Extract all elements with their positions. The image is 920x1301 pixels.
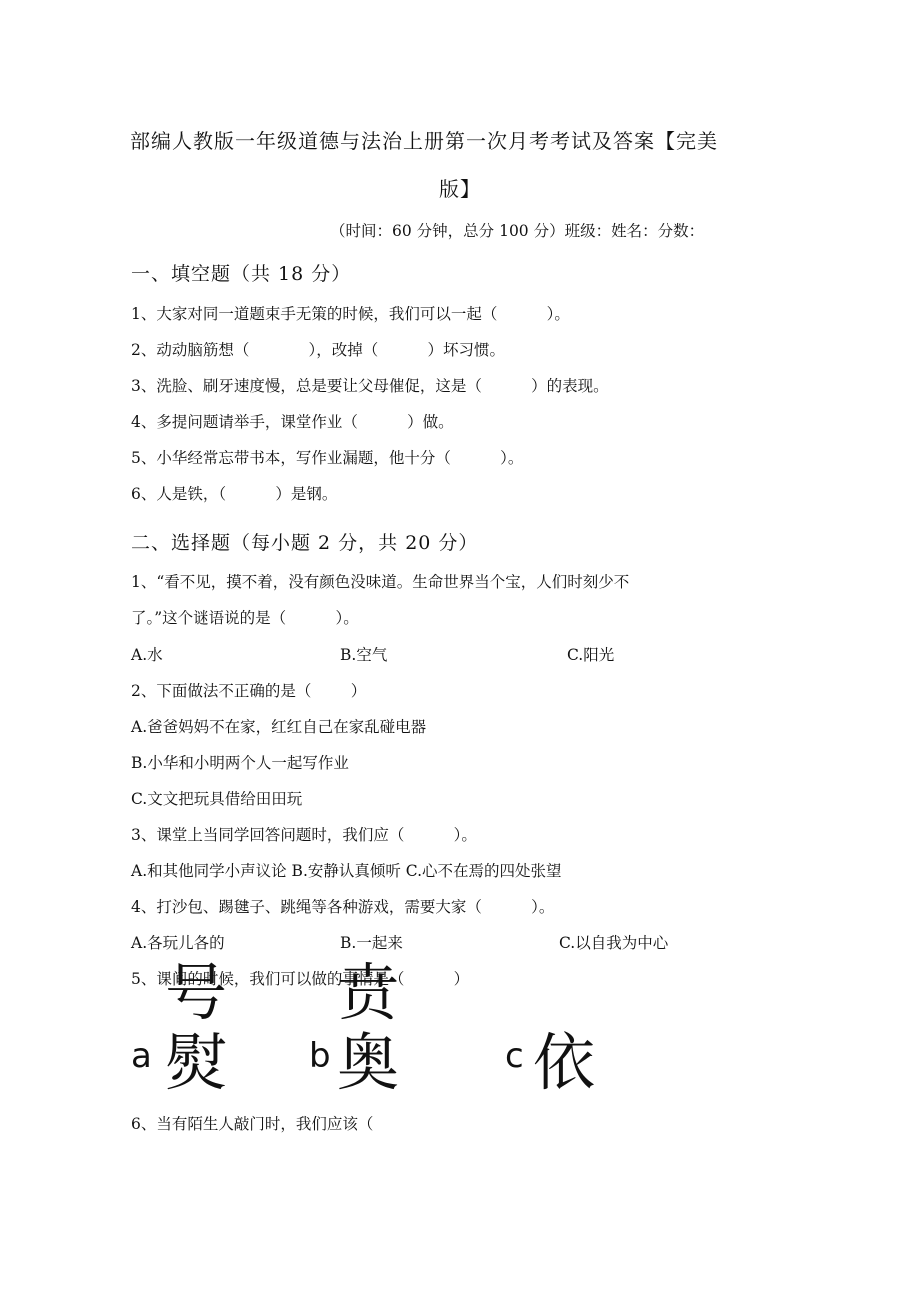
option-2-4-a: A.各玩儿各的 <box>131 934 225 952</box>
option-2-5-a-text: 号熨 <box>165 956 228 1099</box>
option-2-2-c: C.文文把玩具借给田田玩 <box>131 790 303 808</box>
option-2-5-a-letter: a <box>131 1036 152 1076</box>
section-heading-fill-blank: 一、填空题（共 18 分） <box>131 263 352 285</box>
option-2-4-b: B.一起来 <box>340 934 403 952</box>
question-1-2: 2、动动脑筋想（ ），改掉（ ）坏习惯。 <box>131 341 506 359</box>
question-2-1-line1: 1、“看不见，摸不着，没有颜色没味道。生命世界当个宝，人们时刻少不 <box>131 573 630 591</box>
document-title-line2: 版】 <box>439 177 481 201</box>
question-1-5: 5、小华经常忘带书本，写作业漏题，他十分（ ）。 <box>131 449 524 467</box>
option-2-2-a: A.爸爸妈妈不在家，红红自己在家乱碰电器 <box>131 718 427 736</box>
option-2-2-b: B.小华和小明两个人一起写作业 <box>131 754 349 772</box>
question-1-3: 3、洗脸、刷牙速度慢，总是要让父母催促，这是（ ）的表现。 <box>131 377 609 395</box>
option-2-1-c: C.阳光 <box>567 646 615 664</box>
options-2-3: A.和其他同学小声议论 B.安静认真倾听 C.心不在焉的四处张望 <box>131 862 562 880</box>
document-title-line1: 部编人教版一年级道德与法治上册第一次月考考试及答案【完美 <box>130 129 718 153</box>
option-2-1-a: A.水 <box>131 646 163 664</box>
option-2-4-c: C.以自我为中心 <box>559 934 669 952</box>
exam-meta: （时间：60 分钟，总分 100 分）班级：姓名：分数： <box>330 222 705 240</box>
question-2-1-line2: 了。”这个谜语说的是（ ）。 <box>131 609 359 627</box>
question-2-4: 4、打沙包、踢毽子、跳绳等各种游戏，需要大家（ ）。 <box>131 898 555 916</box>
section-heading-multiple-choice: 二、选择题（每小题 2 分，共 20 分） <box>131 532 479 554</box>
question-1-6: 6、人是铁，（ ）是钢。 <box>131 485 338 503</box>
option-2-5-b-text: 贲奥 <box>337 956 400 1099</box>
option-2-1-b: B.空气 <box>340 646 388 664</box>
option-2-5-b-letter: b <box>309 1036 331 1076</box>
question-2-3: 3、课堂上当同学回答问题时，我们应（ ）。 <box>131 826 477 844</box>
question-2-6: 6、当有陌生人敲门时，我们应该（ <box>131 1115 374 1133</box>
question-1-4: 4、多提问题请举手，课堂作业（ ）做。 <box>131 413 454 431</box>
question-2-2: 2、下面做法不正确的是（ ） <box>131 682 367 700</box>
option-2-5-c-text: 依 <box>533 1026 596 1099</box>
question-1-1: 1、大家对同一道题束手无策的时候，我们可以一起（ ）。 <box>131 305 570 323</box>
question-2-5: 5、课间的时候，我们可以做的事情是（ ） <box>131 970 470 988</box>
option-2-5-c-letter: c <box>505 1036 524 1076</box>
